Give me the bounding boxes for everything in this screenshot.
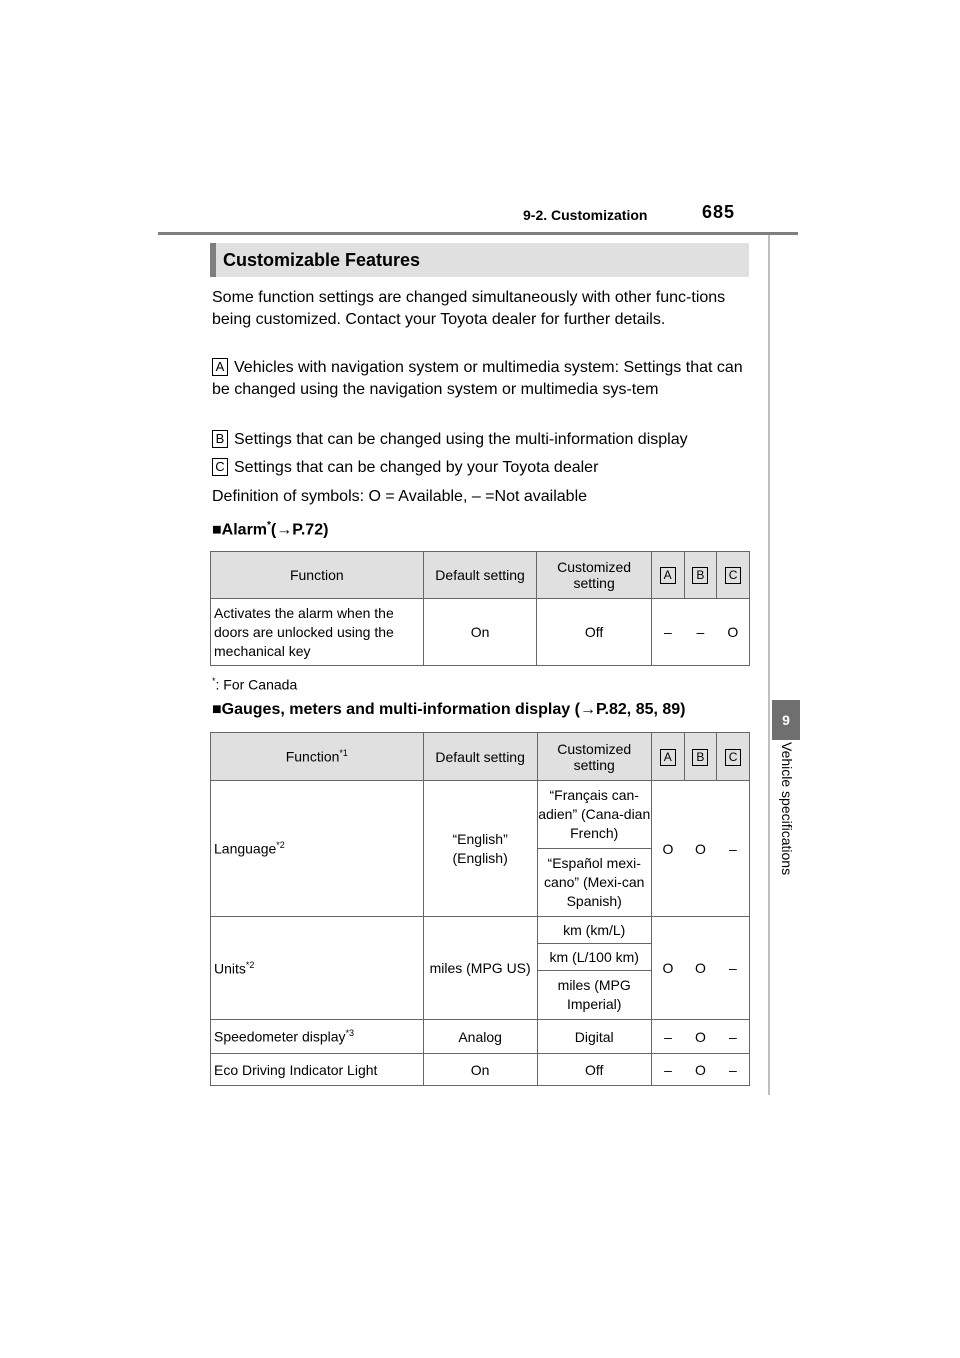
alarm-footnote [212,676,297,693]
language-label-text: Language [214,840,277,857]
gauges-table [210,732,750,1086]
chapter-tab: 9 [772,700,800,740]
speedometer-customized: Digital [537,1020,651,1054]
col-customized: Customized setting [537,552,651,599]
units-label [211,917,424,1020]
header-rule [158,232,798,235]
table-row [211,917,750,944]
g-col-default: Default setting [423,733,537,781]
language-c: – [717,781,750,917]
alarm-footnote-text: : For Canada [215,676,298,693]
units-c: – [717,917,750,1020]
section-accent [210,243,216,277]
page-number: 685 [702,202,736,222]
eco-default: On [423,1054,537,1086]
section-heading [210,243,749,277]
alarm-a: – [651,599,684,666]
speedometer-a: – [651,1020,684,1054]
g-col-function [211,733,424,781]
g-col-function-sup: *1 [339,748,348,759]
language-opt2: “Español mexi-cano” (Mexi-can Spanish) [537,849,651,917]
table-row [211,599,750,666]
alarm-footnote-sup: * [212,676,216,686]
legend-b-text: Settings that can be changed using the multi-information display [234,431,688,448]
g-col-b [684,733,717,781]
alarm-heading-ref: (→P.72) [270,521,329,539]
col-default: Default setting [423,552,537,599]
units-opt1: km (km/L) [537,917,651,944]
speedometer-b: O [684,1020,717,1054]
col-function: Function [211,552,424,599]
units-a: O [651,917,684,1020]
g-col-a [651,733,684,781]
g-col-c [717,733,750,781]
eco-a: – [651,1054,684,1086]
col-a-box: A [660,567,676,584]
col-b [684,552,717,599]
section-heading-text: Customizable Features [223,250,421,270]
units-default: miles (MPG US) [423,917,537,1020]
table-row [211,1054,750,1086]
speedometer-default: Analog [423,1020,537,1054]
language-label-sup: *2 [276,840,285,851]
legend-b [212,429,752,451]
units-opt3: miles (MPG Imperial) [537,971,651,1020]
units-label-sup: *2 [245,959,255,970]
units-opt2: km (L/100 km) [537,944,651,971]
legend-a-text: Vehicles with navigation system or multimedia system: Settings that can be changed using the navigation system or multimedia sys-tem [212,359,743,398]
eco-c: – [717,1054,750,1086]
language-b: O [684,781,717,917]
legend-c [212,457,752,479]
legend-c-box: C [212,458,228,476]
section-title-header: 9-2. Customization [523,207,648,223]
chapter-label [771,742,801,1042]
language-opt1: “Français can-adien” (Cana-dian French) [537,781,651,849]
intro-paragraph: Some function settings are changed simultaneously with other func-tions being customized. Contact your Toyota dealer for further details. [212,289,726,328]
legend-b-box: B [212,430,228,448]
alarm-b: – [684,599,717,666]
col-a [651,552,684,599]
g-col-c-box: C [725,749,741,766]
alarm-heading [212,520,328,539]
language-label [211,781,424,917]
alarm-customized: Off [537,599,651,666]
side-divider [768,235,770,1095]
symbols-definition: Definition of symbols: O = Available, – =Not available [212,488,588,505]
alarm-default: On [423,599,537,666]
gauges-heading: ■Gauges, meters and multi-information display (→P.82, 85, 89) [212,701,686,718]
eco-label: Eco Driving Indicator Light [211,1054,424,1086]
legend-a-box: A [212,358,228,376]
alarm-heading-sup: * [267,520,271,531]
g-col-a-box: A [660,749,676,766]
g-col-function-text: Function [285,748,340,765]
alarm-heading-text: ■Alarm [212,521,268,539]
g-col-customized: Customized setting [537,733,651,781]
col-c [717,552,750,599]
units-b: O [684,917,717,1020]
g-col-b-box: B [692,749,708,766]
legend-c-text: Settings that can be changed by your Toyota dealer [234,459,599,476]
speedometer-c: – [717,1020,750,1054]
table-row [211,781,750,849]
legend-a [212,357,752,401]
language-a: O [651,781,684,917]
speedometer-label-sup: *3 [345,1028,355,1039]
language-default: “English” (English) [423,781,537,917]
alarm-function: Activates the alarm when the doors are unlocked using the mechanical key [211,599,424,666]
units-label-text: Units [214,960,246,977]
speedometer-label-text: Speedometer display [214,1028,346,1045]
col-b-box: B [692,567,708,584]
alarm-table [210,551,750,666]
col-c-box: C [725,567,741,584]
speedometer-label [211,1020,424,1054]
eco-b: O [684,1054,717,1086]
alarm-c: O [717,599,750,666]
chapter-label-text: Vehicle specifications [779,742,795,876]
eco-customized: Off [537,1054,651,1086]
table-row [211,1020,750,1054]
